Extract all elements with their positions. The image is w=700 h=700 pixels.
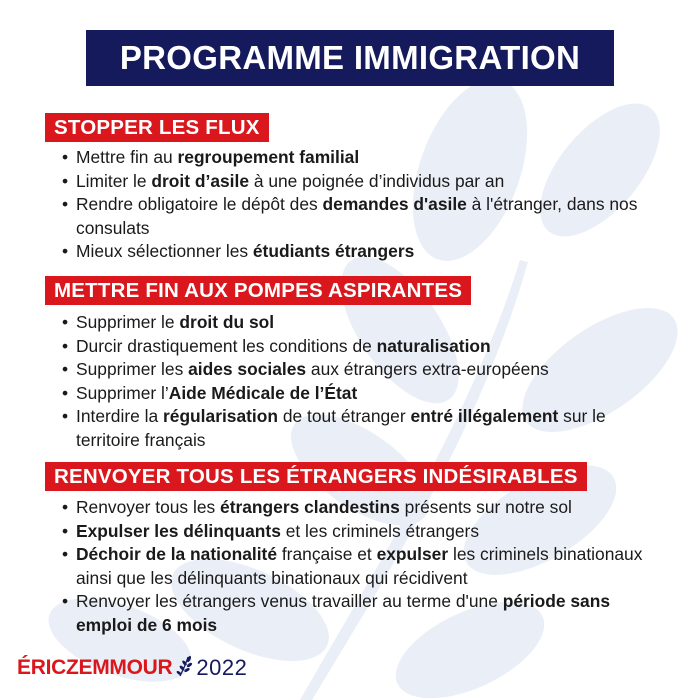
text-segment: les criminels binationaux ainsi que les délinquants binationaux qui récidivent <box>76 544 643 588</box>
section-heading-pompes-aspirantes: METTRE FIN AUX POMPES ASPIRANTES <box>45 276 471 305</box>
text-segment: présents sur notre sol <box>399 497 572 517</box>
bold-text: naturalisation <box>376 335 491 356</box>
bold-text: régularisation <box>163 406 279 426</box>
list-item <box>62 520 662 544</box>
text-segment: Supprimer les <box>76 359 189 379</box>
title-banner <box>86 30 614 86</box>
bold-text: étudiants étrangers <box>252 241 415 261</box>
bold-text: Déchoir de la nationalité <box>76 544 278 564</box>
list-item <box>62 590 662 637</box>
list-item <box>62 358 662 382</box>
bold-text: droit du sol <box>179 312 275 332</box>
text-segment: aux étrangers extra-européens <box>306 359 549 379</box>
campaign-logo <box>17 653 247 683</box>
bold-text: regroupement familial <box>177 147 360 167</box>
list-item <box>62 193 662 240</box>
list-item <box>62 335 662 359</box>
text-segment: Limiter le <box>76 170 152 191</box>
bold-text: Expulser les délinquants <box>76 520 281 541</box>
bold-text: entré illégalement <box>410 406 559 426</box>
list-item <box>62 496 662 520</box>
bold-text: Aide Médicale de l’État <box>168 382 358 403</box>
text-segment: française et <box>277 544 377 564</box>
bold-text: aides sociales <box>188 359 307 379</box>
bold-text: demandes d'asile <box>322 194 467 214</box>
text-segment: de tout étranger <box>278 406 411 426</box>
text-segment: Supprimer l’ <box>76 382 169 403</box>
text-segment: sur le territoire français <box>76 406 606 450</box>
bold-text: étrangers clandestins <box>220 497 400 517</box>
olive-branch-icon <box>174 655 194 682</box>
bold-text: période sans emploi de 6 mois <box>76 591 611 635</box>
list-item <box>62 240 662 264</box>
text-segment: Durcir drastiquement les conditions de <box>76 335 377 356</box>
text-segment: Mieux sélectionner les <box>76 241 253 261</box>
list-item <box>62 405 662 452</box>
text-segment: à l'étranger, dans nos consulats <box>76 194 638 238</box>
text-segment: Renvoyer les étrangers venus travailler au terme d'une <box>76 591 503 611</box>
list-item <box>62 311 662 335</box>
text-segment: Mettre fin au <box>76 147 178 167</box>
list-item <box>62 382 662 406</box>
candidate-name: ÉRICZEMMOUR <box>17 656 173 679</box>
campaign-year: 2022 <box>196 655 248 680</box>
bold-text: droit d’asile <box>151 170 249 191</box>
text-segment: à une poignée d’individus par an <box>249 170 505 191</box>
section-heading-renvoyer-etrangers: RENVOYER TOUS LES ÉTRANGERS INDÉSIRABLES <box>45 462 587 491</box>
bold-text: expulser <box>376 544 449 564</box>
text-segment: Supprimer le <box>76 312 180 332</box>
text-segment: Renvoyer tous les <box>76 497 221 517</box>
section-list-renvoyer-etrangers <box>62 496 662 637</box>
list-item <box>62 146 662 170</box>
text-segment: Interdire la <box>76 406 163 426</box>
list-item <box>62 543 662 590</box>
text-segment: et les criminels étrangers <box>280 520 480 541</box>
page-title: PROGRAMME IMMIGRATION <box>119 39 581 76</box>
section-list-stopper-les-flux <box>62 146 662 264</box>
section-heading-stopper-les-flux: STOPPER LES FLUX <box>45 113 269 142</box>
list-item <box>62 170 662 194</box>
section-list-pompes-aspirantes <box>62 311 662 452</box>
text-segment: Rendre obligatoire le dépôt des <box>76 194 323 214</box>
